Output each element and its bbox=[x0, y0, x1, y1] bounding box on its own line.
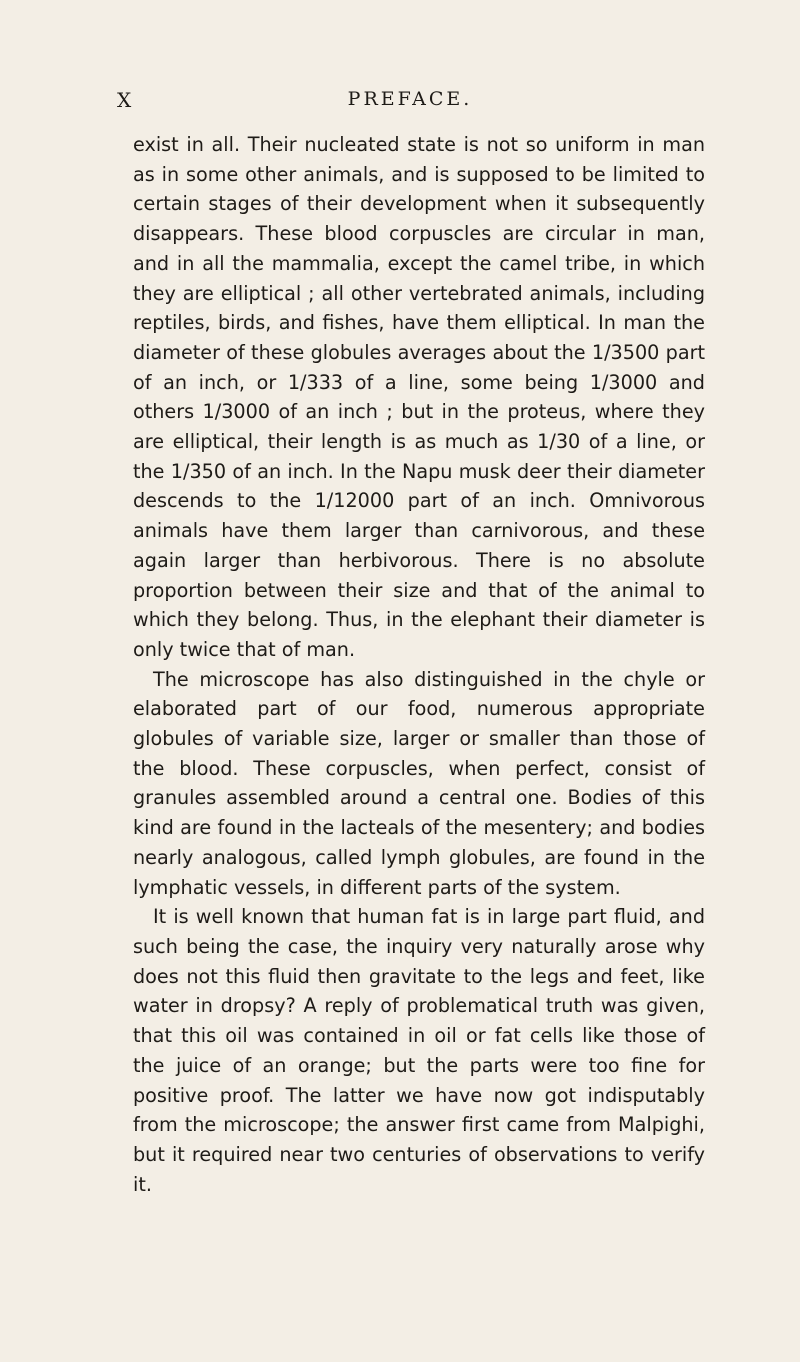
page-header bbox=[0, 88, 800, 118]
paragraph-human-fat: It is well known that human fat is in large part fluid, and such being the case, the inquiry very naturally arose why does not this fluid then gravitate to the legs and feet, like water in dropsy? A reply of problematical truth was given, that this oil was contained in oil or fat cells like those of the juice of an orange; but the parts were too fine for positive proof. The latter we have now got indisputably from the microscope; the answer first came from Malpighi, but it required near two centuries of observations to verify it. bbox=[133, 905, 705, 1196]
paragraph-continued: exist in all. Their nucleated state is not so uniform in man as in some other animals, and is supposed to be limited to certain stages of their development when it subsequently disappears. These blood corpuscles are circular in man, and in all the mammalia, except the camel tribe, in which they are elliptical ; all other vertebrated animals, including reptiles, birds, and fishes, have them elliptical. In man the diameter of these globules averages about the 1/3500 part of an inch, or 1/333 of a line, some being 1/3000 and others 1/3000 of an inch ; but in the proteus, where they are elliptical, their length is as much as 1/30 of a line, or the 1/350 of an inch. In the Napu musk deer their diameter descends to the 1/12000 part of an inch. Omnivorous animals have them larger than carnivorous, and these again larger than herbivorous. There is no absolute proportion between their size and that of the animal to which they belong. Thus, in the elephant their diameter is only twice that of man. bbox=[133, 133, 705, 661]
paragraph-microscope: The microscope has also distinguished in the chyle or elaborated part of our food, numerous appropriate globules of variable size, larger or smaller than those of the blood. These corpuscles, when perfect, consist of granules assembled around a central one. Bodies of this kind are found in the lacteals of the mesentery; and bodies nearly analogous, called lymph globules, are found in the lymphatic vessels, in different parts of the system. bbox=[133, 667, 705, 899]
body-text bbox=[133, 130, 705, 1199]
running-title: PREFACE. bbox=[347, 88, 473, 110]
page-number: X bbox=[117, 88, 133, 112]
